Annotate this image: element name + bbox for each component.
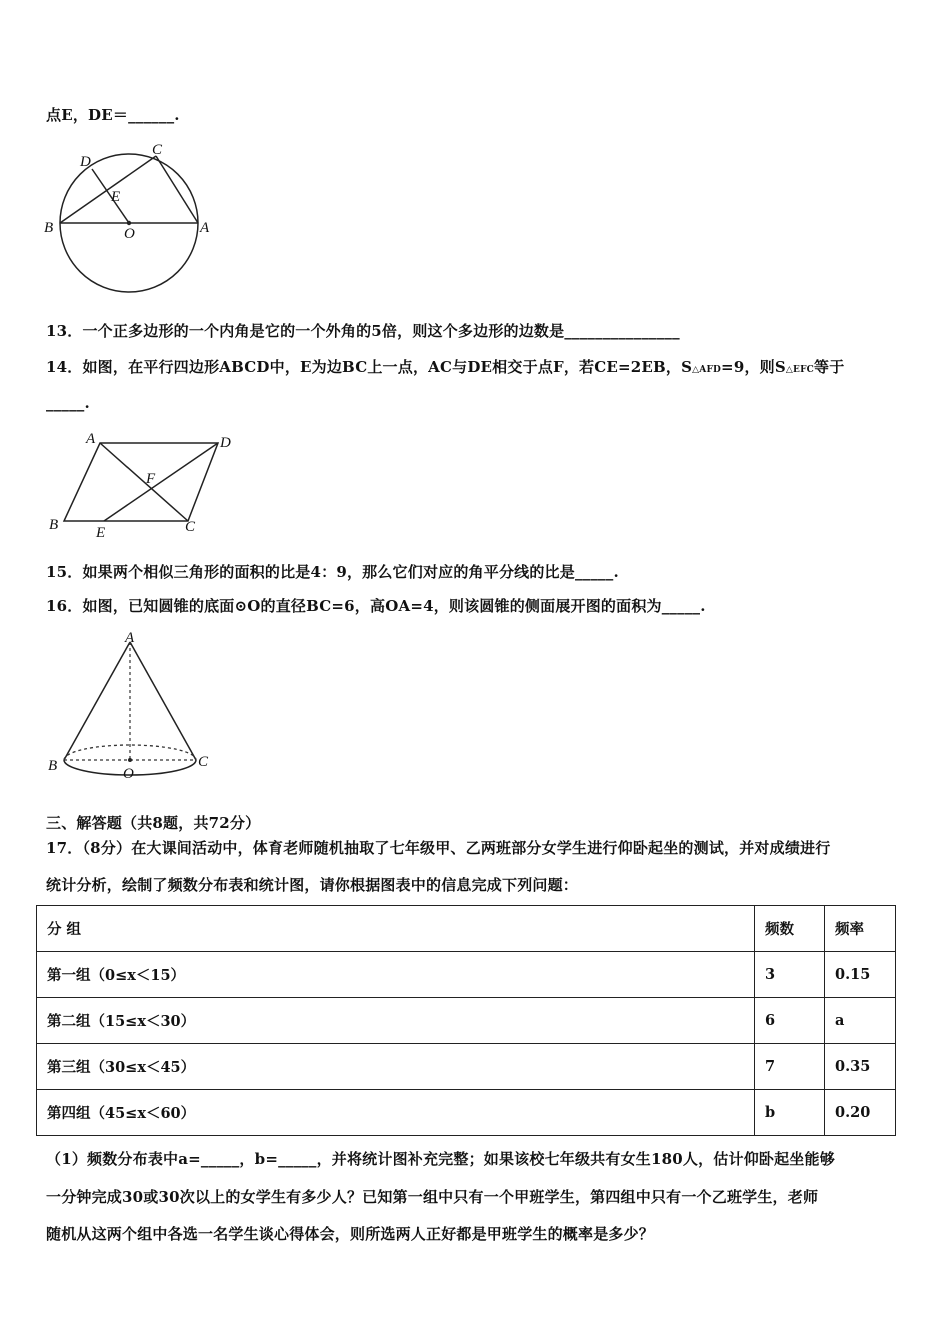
parallelogram-abcd bbox=[64, 443, 218, 521]
q14-text bbox=[46, 356, 844, 377]
cone-figure bbox=[40, 630, 220, 789]
q17-line1: 17．（8分）在大课间活动中，体育老师随机抽取了七年级甲、乙两班部分女学生进行仰卧起坐的测试，并对成绩进行 bbox=[46, 839, 831, 857]
table-cell: 第三组（30≤x＜45） bbox=[37, 1044, 755, 1090]
center-point bbox=[127, 221, 131, 225]
parallelogram-figure bbox=[40, 425, 250, 549]
table-cell: 第一组（0≤x＜15） bbox=[37, 952, 755, 998]
segment-de bbox=[104, 443, 218, 521]
label-b: B bbox=[49, 517, 59, 533]
label-c: C bbox=[185, 519, 196, 535]
q17-part1-line3: 随机从这两个组中各选一名学生谈心得体会，则所选两人正好都是甲班学生的概率是多少？ bbox=[46, 1225, 655, 1243]
label-a: A bbox=[125, 630, 135, 646]
label-e: E bbox=[96, 525, 106, 541]
slant-ac bbox=[130, 642, 196, 760]
q17-part1-line1: （1）频数分布表中a=_____，b=_____，并将统计图补充完整；如果该校七年级共有女生180人，估计仰卧起坐能够 bbox=[46, 1150, 835, 1168]
q14-part-c: 等于 bbox=[814, 358, 845, 376]
q15-text: 15．如果两个相似三角形的面积的比是4：9，那么它们对应的角平分线的比是_____. bbox=[46, 563, 619, 581]
label-f: F bbox=[146, 471, 156, 487]
q14-blank: _____. bbox=[46, 394, 90, 412]
label-a: A bbox=[200, 220, 210, 236]
header-group: 分 组 bbox=[37, 906, 755, 952]
q13-text: 13．一个正多边形的一个内角是它的一个外角的5倍，则这个多边形的边数是_______________ bbox=[46, 322, 680, 340]
chord-ca bbox=[156, 156, 198, 223]
table-row bbox=[37, 1044, 896, 1090]
table-cell: 第二组（15≤x＜30） bbox=[37, 998, 755, 1044]
table-row bbox=[37, 998, 896, 1044]
q14-part-a: 14．如图，在平行四边形ABCD中，E为边BC上一点，AC与DE相交于点F，若CE=2EB，S bbox=[46, 358, 693, 376]
table-cell: a bbox=[825, 998, 896, 1044]
q17-line2: 统计分析，绘制了频数分布表和统计图，请你根据图表中的信息完成下列问题： bbox=[46, 876, 579, 894]
label-c: C bbox=[152, 142, 163, 158]
diagonal-ac bbox=[100, 443, 188, 521]
label-b: B bbox=[48, 758, 58, 774]
circle-figure bbox=[40, 140, 220, 304]
chord-bc bbox=[60, 156, 156, 223]
q12-tail: 点E，DE＝______. bbox=[46, 106, 180, 124]
table-cell: 3 bbox=[755, 952, 825, 998]
table-row bbox=[37, 952, 896, 998]
header-rate: 频率 bbox=[825, 906, 896, 952]
table-cell: b bbox=[755, 1090, 825, 1136]
table-header-row bbox=[37, 906, 896, 952]
label-d: D bbox=[220, 435, 231, 451]
table-cell: 0.35 bbox=[825, 1044, 896, 1090]
label-o: O bbox=[124, 226, 135, 242]
table-cell: 第四组（45≤x＜60） bbox=[37, 1090, 755, 1136]
q17-part1-line2: 一分钟完成30或30次以上的女学生有多少人？已知第一组中只有一个甲班学生，第四组中只有一个乙班学生，老师 bbox=[46, 1188, 819, 1206]
label-d: D bbox=[80, 154, 91, 170]
base-center bbox=[128, 758, 132, 762]
q14-sub-afd: △AFD bbox=[692, 365, 722, 375]
label-c: C bbox=[198, 754, 209, 770]
q14-part-b: =9，则S bbox=[721, 358, 786, 376]
label-b: B bbox=[44, 220, 54, 236]
q16-text: 16．如图，已知圆锥的底面⊙O的直径BC=6，高OA=4，则该圆锥的侧面展开图的面积为_____. bbox=[46, 597, 706, 615]
table-row bbox=[37, 1090, 896, 1136]
q14-sub-efc: △EFC bbox=[785, 365, 815, 375]
table-cell: 0.15 bbox=[825, 952, 896, 998]
table-cell: 0.20 bbox=[825, 1090, 896, 1136]
label-a: A bbox=[86, 431, 96, 447]
label-e: E bbox=[111, 189, 121, 205]
frequency-table bbox=[36, 905, 896, 1136]
table-cell: 6 bbox=[755, 998, 825, 1044]
table-cell: 7 bbox=[755, 1044, 825, 1090]
slant-ab bbox=[64, 642, 130, 760]
header-frequency: 频数 bbox=[755, 906, 825, 952]
section3-heading: 三、解答题（共8题，共72分） bbox=[46, 814, 261, 832]
label-o: O bbox=[123, 766, 134, 782]
